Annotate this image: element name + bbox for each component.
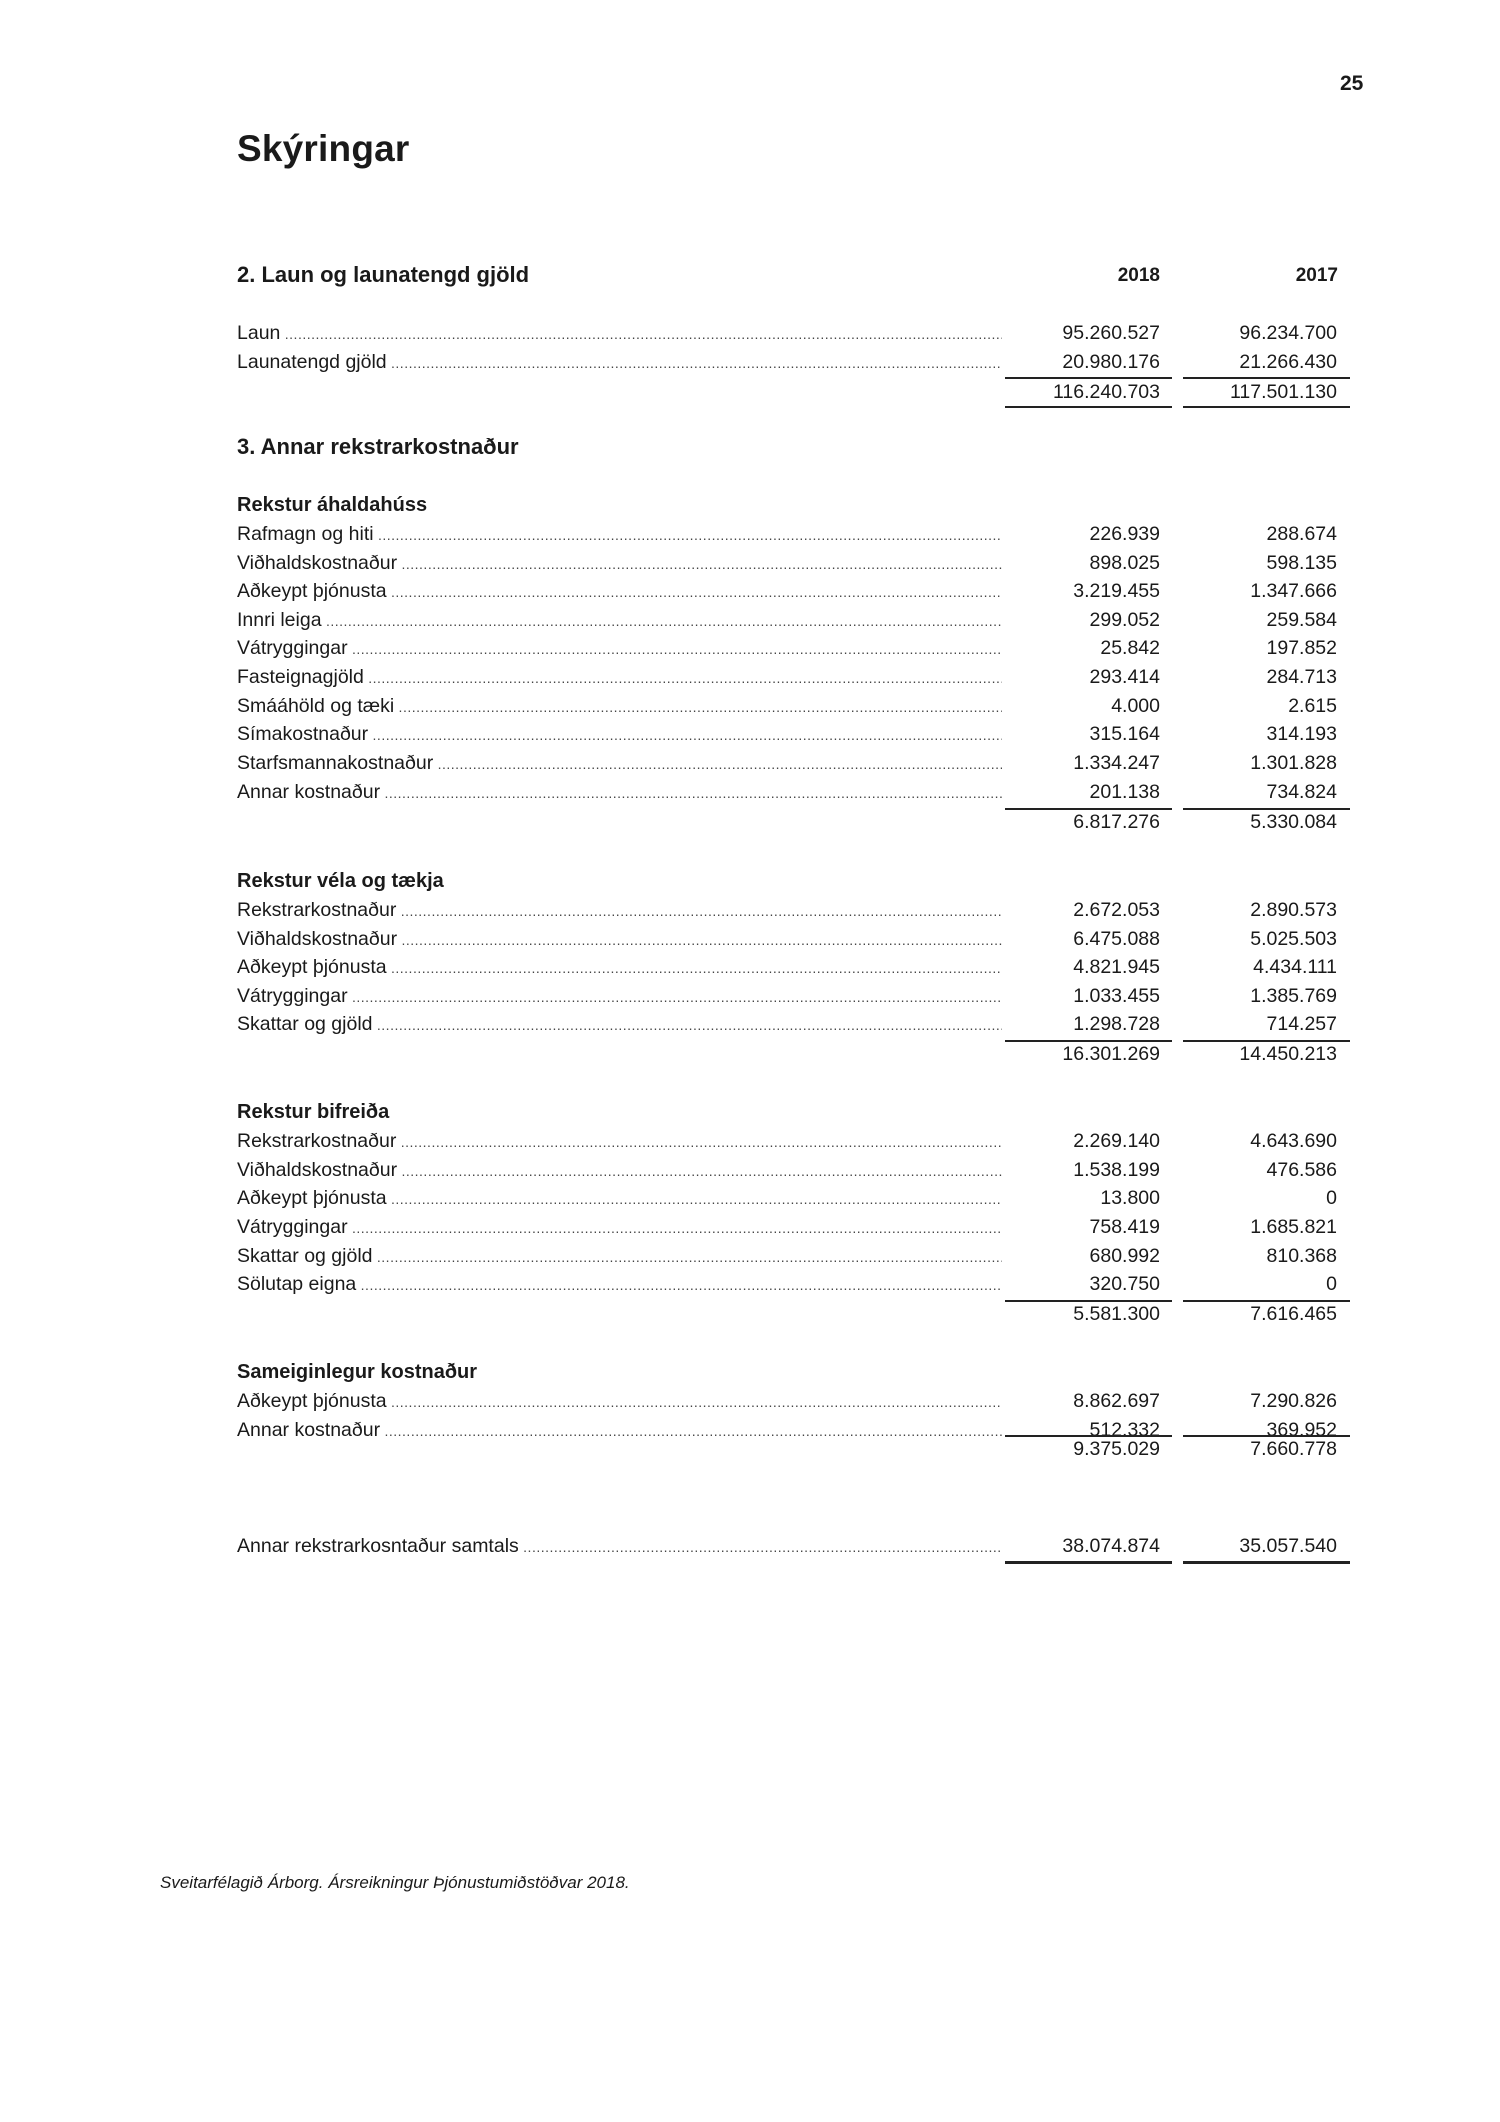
value-2018: 1.334.247 — [1073, 752, 1160, 774]
subtotal-rule — [1183, 1300, 1350, 1302]
value-2018: 226.939 — [1089, 523, 1160, 545]
subtotal-rule — [1005, 808, 1172, 810]
value-2017: 259.584 — [1266, 609, 1337, 631]
subtotal-rule — [1183, 377, 1350, 379]
value-2018: 2.269.140 — [1073, 1130, 1160, 1152]
value-2018: 4.821.945 — [1073, 956, 1160, 978]
subtotal-rule — [1005, 1435, 1172, 1437]
total-2018: 9.375.029 — [1073, 1438, 1160, 1460]
table-row — [237, 609, 1347, 637]
value-2018: 38.074.874 — [1062, 1535, 1160, 1557]
table-row — [237, 1013, 1347, 1041]
value-2018: 293.414 — [1089, 666, 1160, 688]
table-row — [237, 695, 1347, 723]
table-row — [237, 899, 1347, 927]
value-2017: 598.135 — [1266, 552, 1337, 574]
row-label: Vátryggingar ..... — [237, 985, 1002, 1008]
row-label: Annar kostnaður ..... — [237, 1419, 1002, 1442]
row-label: Innri leiga ..... — [237, 609, 1002, 632]
row-label: Viðhaldskostnaður ..... — [237, 928, 1002, 951]
value-2018: 1.538.199 — [1073, 1159, 1160, 1181]
row-label: Aðkeypt þjónusta ..... — [237, 1187, 1002, 1210]
note-3-heading: 3. Annar rekstrarkostnaður — [237, 434, 519, 459]
table-row — [237, 523, 1347, 551]
row-label: Annar kostnaður ..... — [237, 781, 1002, 804]
row-label: Aðkeypt þjónusta ..... — [237, 580, 1002, 603]
column-header-2018: 2018 — [1117, 265, 1160, 286]
total-rule — [1005, 406, 1172, 408]
table-row — [237, 723, 1347, 751]
value-2017: 369.952 — [1266, 1419, 1337, 1441]
table-row — [237, 552, 1347, 580]
value-2017: 714.257 — [1266, 1013, 1337, 1035]
value-2017: 4.434.111 — [1253, 956, 1337, 978]
row-label: Skattar og gjöld ..... — [237, 1013, 1002, 1036]
row-label: Skattar og gjöld ..... — [237, 1245, 1002, 1268]
value-2017: 0 — [1326, 1187, 1337, 1209]
value-2018: 2.672.053 — [1073, 899, 1160, 921]
row-label: Rekstrarkostnaður ..... — [237, 899, 1002, 922]
table-row — [237, 580, 1347, 608]
value-2017: 2.615 — [1288, 695, 1337, 717]
value-2018: 1.298.728 — [1073, 1013, 1160, 1035]
row-label: Vátryggingar ..... — [237, 1216, 1002, 1239]
value-2018: 3.219.455 — [1073, 580, 1160, 602]
value-2017: 1.301.828 — [1250, 752, 1337, 774]
grand-total-rule — [1005, 1561, 1172, 1564]
row-label: Viðhaldskostnaður ..... — [237, 1159, 1002, 1182]
subtotal-rule — [1183, 1040, 1350, 1042]
row-label: Fasteignagjöld ..... — [237, 666, 1002, 689]
group-heading: Sameiginlegur kostnaður — [237, 1361, 478, 1383]
value-2018: 680.992 — [1089, 1245, 1160, 1267]
table-row — [237, 322, 1347, 350]
total-2018: 16.301.269 — [1062, 1043, 1160, 1065]
row-label: Annar rekstrarkosntaður samtals ..... — [237, 1535, 1002, 1558]
value-2018: 299.052 — [1089, 609, 1160, 631]
value-2018: 4.000 — [1111, 695, 1160, 717]
value-2018: 758.419 — [1089, 1216, 1160, 1238]
subtotal-rule — [1005, 1300, 1172, 1302]
table-row — [237, 928, 1347, 956]
value-2018: 320.750 — [1089, 1273, 1160, 1295]
value-2017: 1.347.666 — [1250, 580, 1337, 602]
table-row — [237, 1216, 1347, 1244]
table-row — [237, 1390, 1347, 1418]
row-label: Símakostnaður ..... — [237, 723, 1002, 746]
total-2018: 5.581.300 — [1073, 1303, 1160, 1325]
table-row — [237, 1187, 1347, 1215]
subtotal-rule — [1005, 377, 1172, 379]
table-row — [237, 752, 1347, 780]
row-label: Rekstrarkostnaður ..... — [237, 1130, 1002, 1153]
table-row — [237, 1130, 1347, 1158]
value-2018: 95.260.527 — [1062, 322, 1160, 344]
subtotal-rule — [1005, 1040, 1172, 1042]
table-row — [237, 781, 1347, 809]
value-2017: 7.290.826 — [1250, 1390, 1337, 1412]
table-row — [237, 637, 1347, 665]
page-title: Skýringar — [237, 128, 410, 169]
group-heading: Rekstur véla og tækja — [237, 870, 444, 892]
row-label: Viðhaldskostnaður ..... — [237, 552, 1002, 575]
row-label: Launatengd gjöld ..... — [237, 351, 1002, 374]
row-label: Aðkeypt þjónusta ..... — [237, 1390, 1002, 1413]
total-2017: 7.660.778 — [1250, 1438, 1337, 1460]
total-2018: 116.240.703 — [1053, 381, 1160, 403]
row-label: Aðkeypt þjónusta ..... — [237, 956, 1002, 979]
value-2017: 476.586 — [1266, 1159, 1337, 1181]
table-row — [237, 1419, 1347, 1447]
note-2-heading: 2. Laun og launatengd gjöld — [237, 262, 530, 287]
row-label: Smááhöld og tæki ..... — [237, 695, 1002, 718]
table-row — [237, 666, 1347, 694]
table-row — [237, 985, 1347, 1013]
subtotal-rule — [1183, 808, 1350, 810]
value-2018: 25.842 — [1100, 637, 1160, 659]
total-2017: 14.450.213 — [1239, 1043, 1337, 1065]
row-label: Rafmagn og hiti ..... — [237, 523, 1002, 546]
value-2017: 734.824 — [1266, 781, 1337, 803]
row-label: Starfsmannakostnaður ..... — [237, 752, 1002, 775]
table-row — [237, 956, 1347, 984]
table-row — [237, 1245, 1347, 1273]
value-2018: 201.138 — [1089, 781, 1160, 803]
value-2017: 96.234.700 — [1239, 322, 1337, 344]
value-2018: 898.025 — [1089, 552, 1160, 574]
column-header-2017: 2017 — [1295, 265, 1338, 286]
value-2018: 1.033.455 — [1073, 985, 1160, 1007]
row-label: Vátryggingar ..... — [237, 637, 1002, 660]
total-2017: 7.616.465 — [1250, 1303, 1337, 1325]
row-label: Laun ..... — [237, 322, 1002, 345]
table-row — [237, 1159, 1347, 1187]
value-2017: 35.057.540 — [1239, 1535, 1337, 1557]
grand-total-row — [237, 1535, 1347, 1563]
value-2017: 284.713 — [1266, 666, 1337, 688]
total-2017: 5.330.084 — [1250, 811, 1337, 833]
value-2017: 288.674 — [1266, 523, 1337, 545]
row-label: Sölutap eigna ..... — [237, 1273, 1002, 1296]
value-2017: 2.890.573 — [1250, 899, 1337, 921]
value-2018: 20.980.176 — [1062, 351, 1160, 373]
total-2018: 6.817.276 — [1073, 811, 1160, 833]
total-2017: 117.501.130 — [1230, 381, 1337, 403]
value-2018: 13.800 — [1100, 1187, 1160, 1209]
page-number: 25 — [1340, 72, 1364, 95]
table-row — [237, 351, 1347, 379]
value-2017: 5.025.503 — [1250, 928, 1337, 950]
subtotal-rule — [1183, 1435, 1350, 1437]
value-2018: 315.164 — [1089, 723, 1160, 745]
value-2017: 314.193 — [1266, 723, 1337, 745]
table-row — [237, 1273, 1347, 1301]
value-2017: 197.852 — [1266, 637, 1337, 659]
value-2018: 6.475.088 — [1073, 928, 1160, 950]
value-2018: 512.332 — [1089, 1419, 1160, 1441]
value-2017: 4.643.690 — [1250, 1130, 1337, 1152]
value-2017: 810.368 — [1266, 1245, 1337, 1267]
value-2017: 21.266.430 — [1239, 351, 1337, 373]
value-2017: 1.385.769 — [1250, 985, 1337, 1007]
total-rule — [1183, 406, 1350, 408]
group-heading: Rekstur bifreiða — [237, 1101, 390, 1123]
value-2018: 8.862.697 — [1073, 1390, 1160, 1412]
group-heading: Rekstur áhaldahúss — [237, 494, 428, 516]
page-footer: Sveitarfélagið Árborg. Ársreikningur Þjónustumiðstöðvar 2018. — [160, 1873, 630, 1892]
value-2017: 1.685.821 — [1250, 1216, 1337, 1238]
value-2017: 0 — [1326, 1273, 1337, 1295]
grand-total-rule — [1183, 1561, 1350, 1564]
